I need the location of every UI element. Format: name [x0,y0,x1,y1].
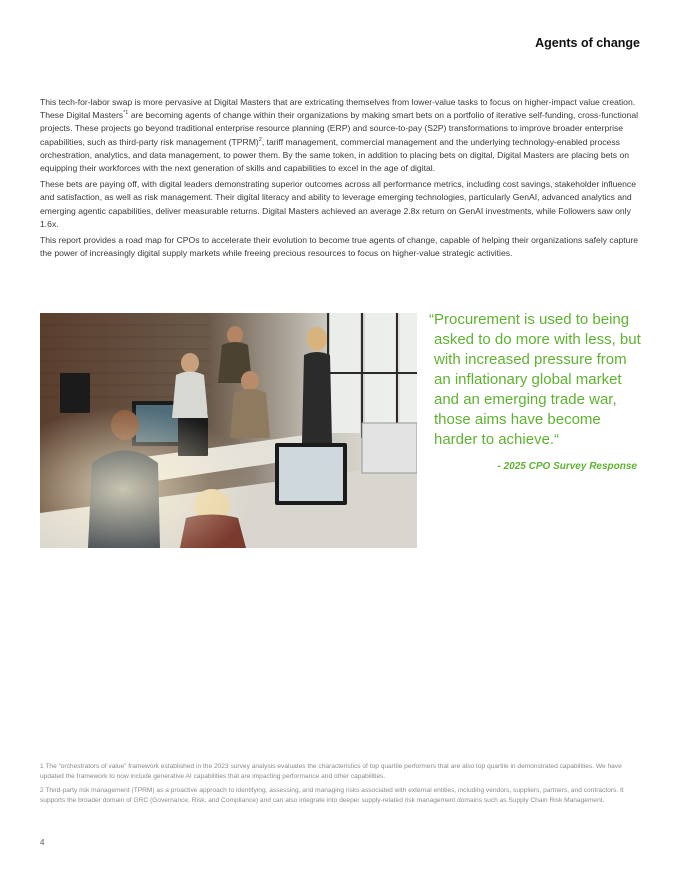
quote-text: “Procurement is used to being asked to do more with less, but with increased pressure from an inflationary global market and an emerging trade war, those aims have become harder to achieve.“ [429,311,641,448]
page-number: 4 [40,838,45,847]
footnote-2: 2 Third-party risk management (TPRM) as a proactive approach to identifying, assessing, and managing risks associated with external entities, including vendors, suppliers, partners, and contractors. It supports the broader domain of GRC (Governance, Risk, and Compliance) and can also integrate into deeper supply-related risk management domains such as Supply Chain Risk Management. [40,787,624,804]
page-header-title: Agents of change [535,36,640,50]
body-text [40,96,640,263]
body-paragraph-3: This report provides a road map for CPOs to accelerate their evolution to become true agents of change, capable of helping their organizations safely capture the power of increasingly digital supply markets while freeing precious resources to focus on higher-value strategic activities. [40,235,639,259]
footnotes [40,762,640,810]
pull-quote [428,310,643,477]
body-paragraph-1: This tech-for-labor swap is more pervasive at Digital Masters that are extricating themselves from lower-value tasks to focus on higher-impact value creation. These Digital Masters$^{*1}$ are becoming agents of change within their organizations by making smart bets on a portfolio of iterative self-funding, cross-functional projects. These projects go beyond traditional enterprise resource planning (ERP) and source-to-pay (S2P) transformations to improve broader enterprise capabilities, such as third-party risk management (TPRM)$^2$, tariff management, commercial management and the underlying technology-enabled process orchestration, analytics, and data management, to power them. By the same token, in addition to placing bets on digital, Digital Masters are placing bets on equipping their workforces with the next generation of skills and capabilities to excel in the age of digital. [40,97,639,174]
footnote-1: 1 The “orchestrators of value” framework established in the 2023 survey analysis evaluates the characteristics of top quartile performers that are also top quartile in demonstrated capabilities. We have updated the framework to now include generative AI capabilities that are impacting performance and other capabilities. [40,763,622,780]
body-paragraph-2: These bets are paying off, with digital leaders demonstrating superior outcomes across all performance metrics, including cost savings, stakeholder influence and satisfaction, as well as risk management. Their digital literacy and ability to leverage emerging technologies, particularly GenAI, advanced analytics and emerging agentic capabilities, deliver measurable returns. Digital Masters achieved an average 2.8x return on GenAI investments, while Followers saw only 1.6x. [40,179,636,229]
footnote-ref-1[interactable]: *1 [123,110,129,117]
office-team-photo [40,313,417,548]
footnote-ref-2[interactable]: 2 [258,136,262,143]
quote-attribution: - 2025 CPO Survey Response [497,461,637,472]
